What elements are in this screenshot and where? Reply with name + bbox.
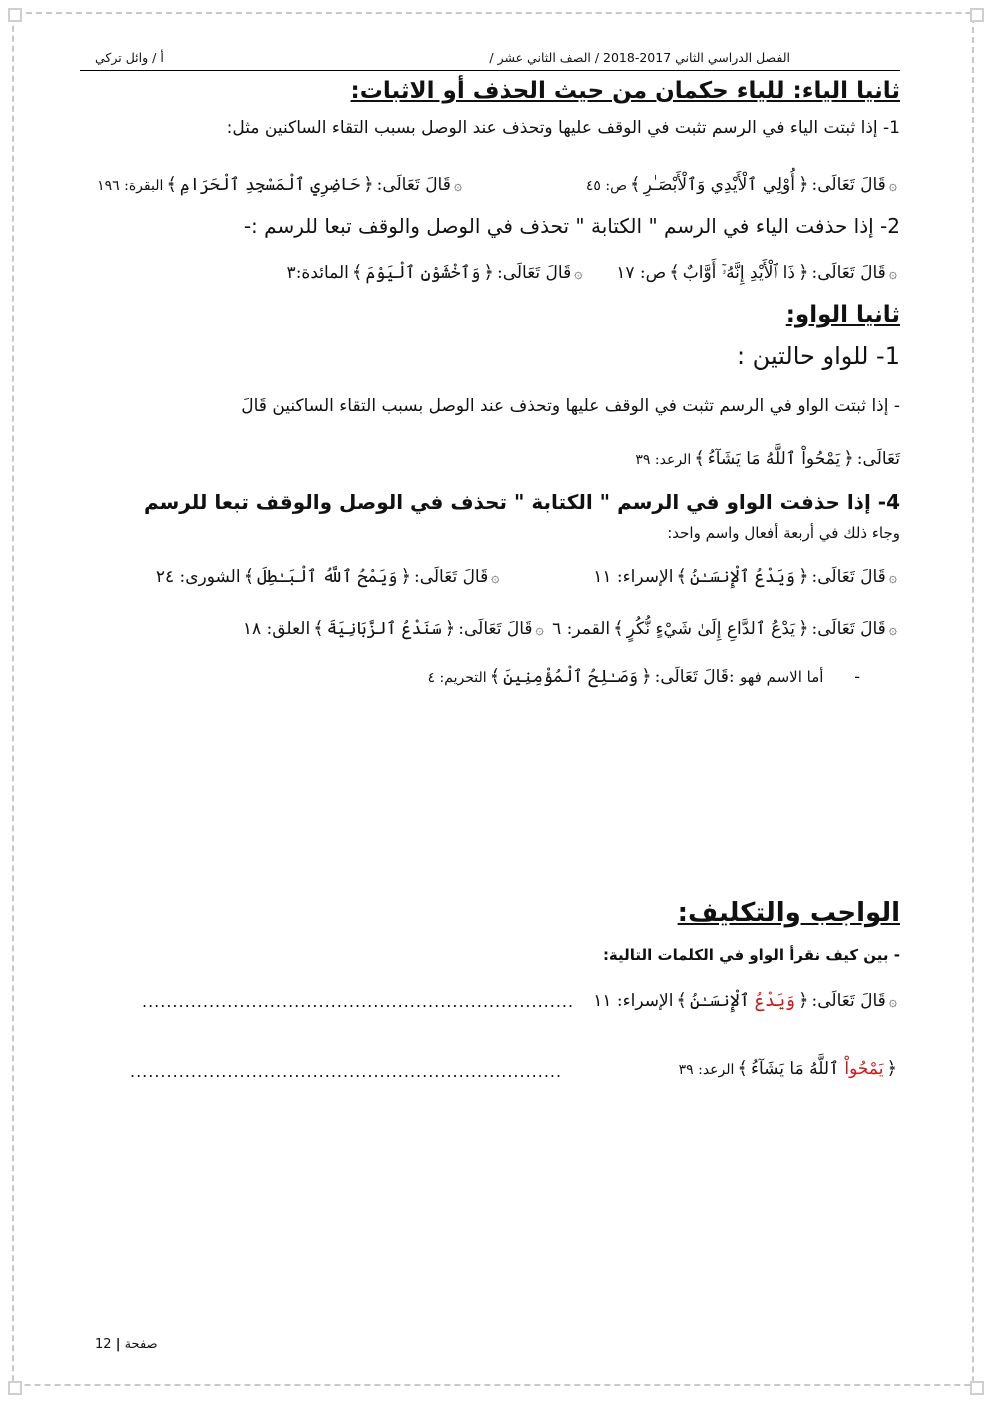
- section-ya-title: ثانيا الياء: للياء حكمان من حيث الحذف أو الاثبات:: [350, 78, 900, 104]
- footer-label: صفحة: [124, 1337, 158, 1352]
- header-course-info: الفصل الدراسي الثاني 2017-2018 / الصف الثاني عشر /: [489, 50, 790, 65]
- section-waw-title: ثانيا الواو:: [785, 302, 900, 328]
- answer-line-2[interactable]: .......................................................................: [130, 1062, 563, 1081]
- star-ornament-icon: ۞: [535, 622, 544, 638]
- homework-q2: ﴿يَمْحُواْ ٱللَّهُ مَا يَشَآءُ﴾الرعد: ٣٩: [678, 1058, 897, 1079]
- star-ornament-icon: ۞: [888, 178, 897, 194]
- header-teacher: أ / وائل تركي: [95, 50, 164, 65]
- page-footer: صفحة | 12: [95, 1337, 158, 1352]
- waw-rule-4: 4- إذا حذفت الواو في الرسم " الكتابة " تحذف في الوصل والوقف تبعا للرسم: [143, 490, 900, 514]
- ya-example-2: ۞قَالَ تَعَالَى:﴿ذَا ٱلْأَيْدِ إِنَّهُۥٓ أَوَّابٌ﴾ص: ١٧ ۞قَالَ تَعَالَى:﴿وَٱخْشَوْنِ ٱلْيَوْمَ﴾المائدة:٣: [286, 262, 897, 283]
- waw-example-1: تَعَالَى:﴿يَمْحُواْ ٱللَّهُ مَا يَشَآءُ﴾الرعد: ٣٩: [635, 448, 900, 469]
- star-ornament-icon: ۞: [888, 570, 897, 586]
- waw-rule-1: - إذا ثبتت الواو في الرسم تثبت في الوقف عليها وتحذف عند الوصل بسبب التقاء الساكنين قَالَ: [241, 396, 900, 416]
- star-ornament-icon: ۞: [453, 178, 463, 194]
- ya-rule-1: 1- إذا ثبتت الياء في الرسم تثبت في الوقف عليها وتحذف عند الوصل بسبب التقاء الساكنين مثل:: [226, 118, 900, 138]
- highlighted-word: يَمْحُواْ: [844, 1059, 884, 1079]
- star-ornament-icon: ۞: [888, 266, 897, 282]
- waw-example-2: ۞قَالَ تَعَالَى:﴿وَيَدْعُ ٱلْإِنسَـٰنُ﴾الإسراء: ١١ ۞قَالَ تَعَالَى:﴿وَيَمْحُ ٱللَّهُ ٱلْبَـٰطِلَ﴾الشورى: ٢٤: [155, 566, 897, 587]
- page-header: [80, 50, 900, 71]
- homework-instruction: - بين كيف نقرأ الواو في الكلمات التالية:: [602, 946, 900, 964]
- star-ornament-icon: ۞: [888, 994, 897, 1010]
- star-ornament-icon: ۞: [491, 570, 500, 586]
- ya-rule-2: 2- إذا حذفت الياء في الرسم " الكتابة " تحذف في الوصل والوقف تبعا للرسم :-: [243, 214, 900, 238]
- ya-example-1: ۞قَالَ تَعَالَى:﴿أُوْلِي ٱلْأَيْدِي وَٱلْأَبْصَـٰرِ﴾ص: ٤٥ ۞قَالَ تَعَالَى:﴿حَاضِرِي ٱلْمَسْجِدِ ٱلْحَرَامِ﴾البقرة: ١٩٦: [97, 174, 897, 195]
- waw-subtitle: 1- للواو حالتين :: [736, 342, 900, 370]
- homework-q1: ۞قَالَ تَعَالَى:﴿وَيَدْعُ ٱلْإِنسَـٰنُ﴾الإسراء: ١١: [593, 990, 897, 1011]
- star-ornament-icon: ۞: [888, 622, 897, 638]
- homework-title: الواجب والتكليف:: [677, 898, 900, 928]
- waw-note: وجاء ذلك في أربعة أفعال واسم واحد:: [667, 524, 900, 542]
- corner-ornament: [970, 1381, 984, 1395]
- waw-example-3: ۞قَالَ تَعَالَى:﴿يَدْعُ ٱلدَّاعِ إِلَىٰ شَيْءٍ نُّكُرٍ﴾القمر: ٦ ۞قَالَ تَعَالَى:﴿سَنَدْعُ ٱلزَّبَانِيَةَ﴾العلق: ١٨: [242, 618, 897, 639]
- document-page: [80, 40, 900, 1380]
- star-ornament-icon: ۞: [574, 266, 583, 282]
- waw-noun-example: - أما الاسم فهو :قَالَ تَعَالَى:﴿وَصَـٰلِحُ ٱلْمُؤْمِنِينَ﴾التحريم: ٤: [427, 666, 860, 687]
- corner-ornament: [8, 1381, 22, 1395]
- highlighted-word: وَيَدْعُ: [755, 991, 795, 1011]
- page-number: 12: [95, 1337, 112, 1352]
- answer-line-1[interactable]: .......................................................................: [142, 992, 575, 1011]
- corner-ornament: [8, 8, 22, 22]
- corner-ornament: [970, 8, 984, 22]
